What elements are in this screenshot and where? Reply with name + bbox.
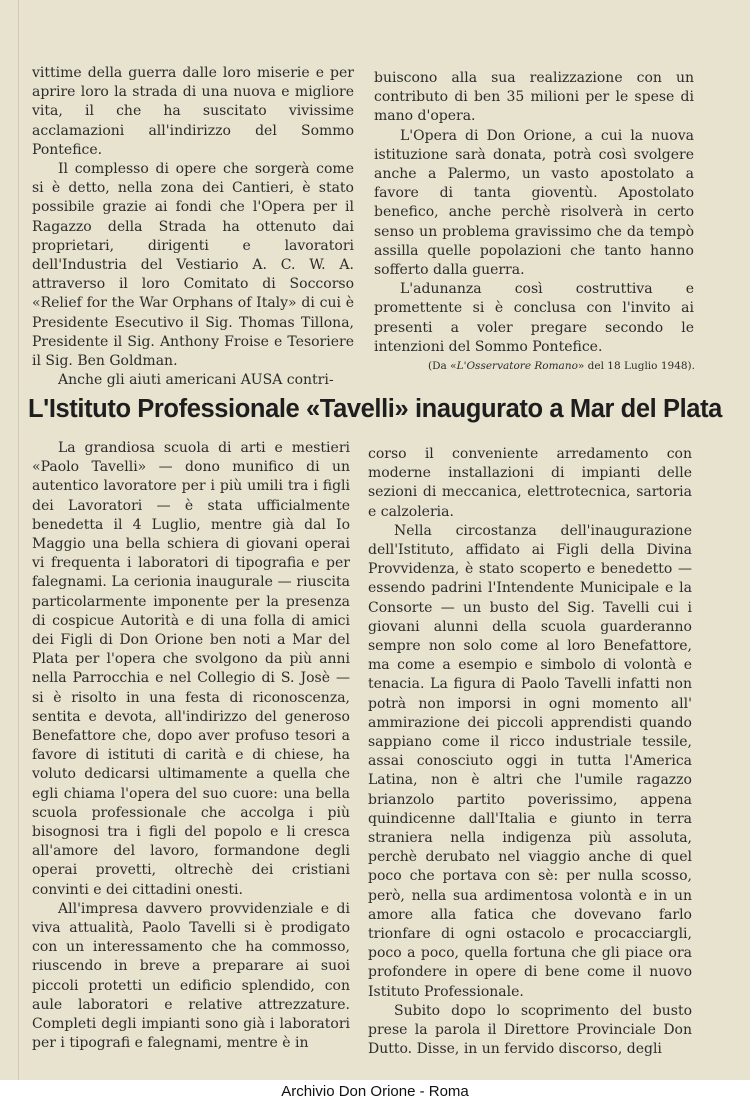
article1-left-para-3: Anche gli aiuti americani AUSA contri- [58, 372, 334, 389]
article1-right-para-2: L'Opera di Don Orione, a cui la nuova istituzione sarà donata, potrà così svolgere anche a Palermo, un vasto apostolato a favore di tanta gioventù. Apostolato benefico, anche perchè risolverà in certo senso un problema gravissimo che da tempò assilla quelle popolazioni che tanto hanno sofferto dalla guerra. [374, 127, 694, 279]
article2-left-para-2: All'impresa davvero provvidenziale e di viva attualità, Paolo Tavelli si è prodigato con un interessamento che ha commosso, riuscendo in breve a preparare ai suoi piccoli protetti un edificio splendido, con aule laboratori e relative attrezzature. Completi degli impianti sono già i laboratori per i tipografi e falegnami, mentre è in [32, 900, 350, 1052]
article2-left-para-1: La grandiosa scuola di arti e mestieri «Paolo Tavelli» — dono munifico di un autentico lavoratore per i più umili tra i figli dei Lavoratori — è stata ufficialmente benedetta il 4 Luglio, mentre già dal Io Maggio una bella schiera di giovani operai vi frequenta i laboratori di tipografia e per falegnami. La cerionia inaugurale — riuscita particolarmente imponente per la presenza di cospicue Autorità e di una folla di amici dei Figli di Don Orione ben noti a Mar del Plata per l'opera che svolgono da più anni nella Parrocchia e nel Collegio di S. Josè — si è risolto in una festa di riconoscenza, sentita e devota, all'indirizzo del generoso Benefattore che, dopo aver profuso tesori a favore di istituti di carità e di chiese, ha voluto dedicarsi ultimamente a quella che egli chiama l'opera del suo cuore: una bella scuola professionale che accolga i più bisognosi tra i figli del popolo e li cresca all'amore del lavoro, formandone degli operai provetti, oltrechè dei cristiani convinti e dei cittadini onesti. [32, 440, 350, 898]
article2-headline: L'Istituto Professionale «Tavelli» inaugurato a Mar del Plata [28, 395, 722, 423]
article1-source-citation [415, 360, 695, 372]
article2-right-para-3: Subito dopo lo scoprimento del busto prese la parola il Direttore Provinciale Don Dutto. Disse, in un fervido discorso, degli [368, 1002, 692, 1058]
page-edge-shadow [18, 0, 19, 1080]
article1-left-para-2: Il complesso di opere che sorgerà come si è detto, nella zona dei Cantieri, è stato possibile grazie ai fondi che l'Opera per il Ragazzo della Strada ha ottenuto dai proprietari, dirigenti e lavoratori dell'Industria del Vestiario A. C. W. A. attraverso il loro Comitato di Soccorso «Relief for the War Orphans of Italy» di cui è Presidente Esecutivo il Sig. Thomas Tillona, Presidente il Sig. Anthony Froise e Tesoriere il Sig. Ben Goldman. [32, 161, 354, 370]
article1-left-column [32, 64, 354, 390]
article2-right-para-2: Nella circostanza dell'inaugurazione dell'Istituto, affidato ai Figli della Divina Provvidenza, è stato scoperto e benedetto — essendo padrini l'Intendente Municipale e la Consorte — un busto del Sig. Tavelli cui i giovani alunni della scuola guarderanno sempre non solo come al loro Benefattore, ma come a esempio e simbolo di volontà e tenacia. La figura di Paolo Tavelli infatti non potrà non imporsi in ogni momento all' ammirazione dei piccoli apprendisti quando sappiano come il ricco industriale tessile, assai conosciuto oggi in tutta l'America Latina, non è altri che l'umile ragazzo brianzolo partito poverissimo, appena quindicenne dall'Italia e giunto in terra straniera nella indigenza più assoluta, perchè derubato nel viaggio anche di quel poco che portava con sè: per nulla scosso, però, nella sua ardimentosa volontà e in un amore alla fatica che dovevano farlo trionfare di ogni ostacolo e procacciargli, poco a poco, quella fortuna che gli piace ora profondere in opere di bene come il nuovo Istituto Professionale. [368, 522, 692, 1000]
source-prefix: (Da « [428, 360, 457, 372]
archive-footer: Archivio Don Orione - Roma [0, 1080, 750, 1103]
article1-right-para-3: L'adunanza così costruttiva e promettente si è conclusa con l'invito ai presenti a voler pregare secondo le intenzioni del Sommo Pontefice. [374, 281, 694, 355]
article1-left-para-1: vittime della guerra dalle loro miserie e per aprire loro la strada di una nuova e migliore vita, il che ha suscitato vivissime acclamazioni all'indirizzo del Sommo Pontefice. [32, 65, 354, 158]
article2-right-para-1: corso il conveniente arredamento con moderne installazioni di impianti delle sezioni di meccanica, elettrotecnica, sartoria e calzoleria. [368, 446, 692, 520]
article1-right-column [374, 69, 694, 357]
source-suffix: » del 18 Luglio 1948). [577, 360, 695, 372]
article2-right-column [368, 445, 692, 1060]
article2-left-column [32, 439, 350, 1054]
article1-right-para-1: buiscono alla sua realizzazione con un contributo di ben 35 milioni per le spese di mano d'opera. [374, 70, 694, 125]
source-publication: L'Osservatore Romano [456, 360, 578, 372]
